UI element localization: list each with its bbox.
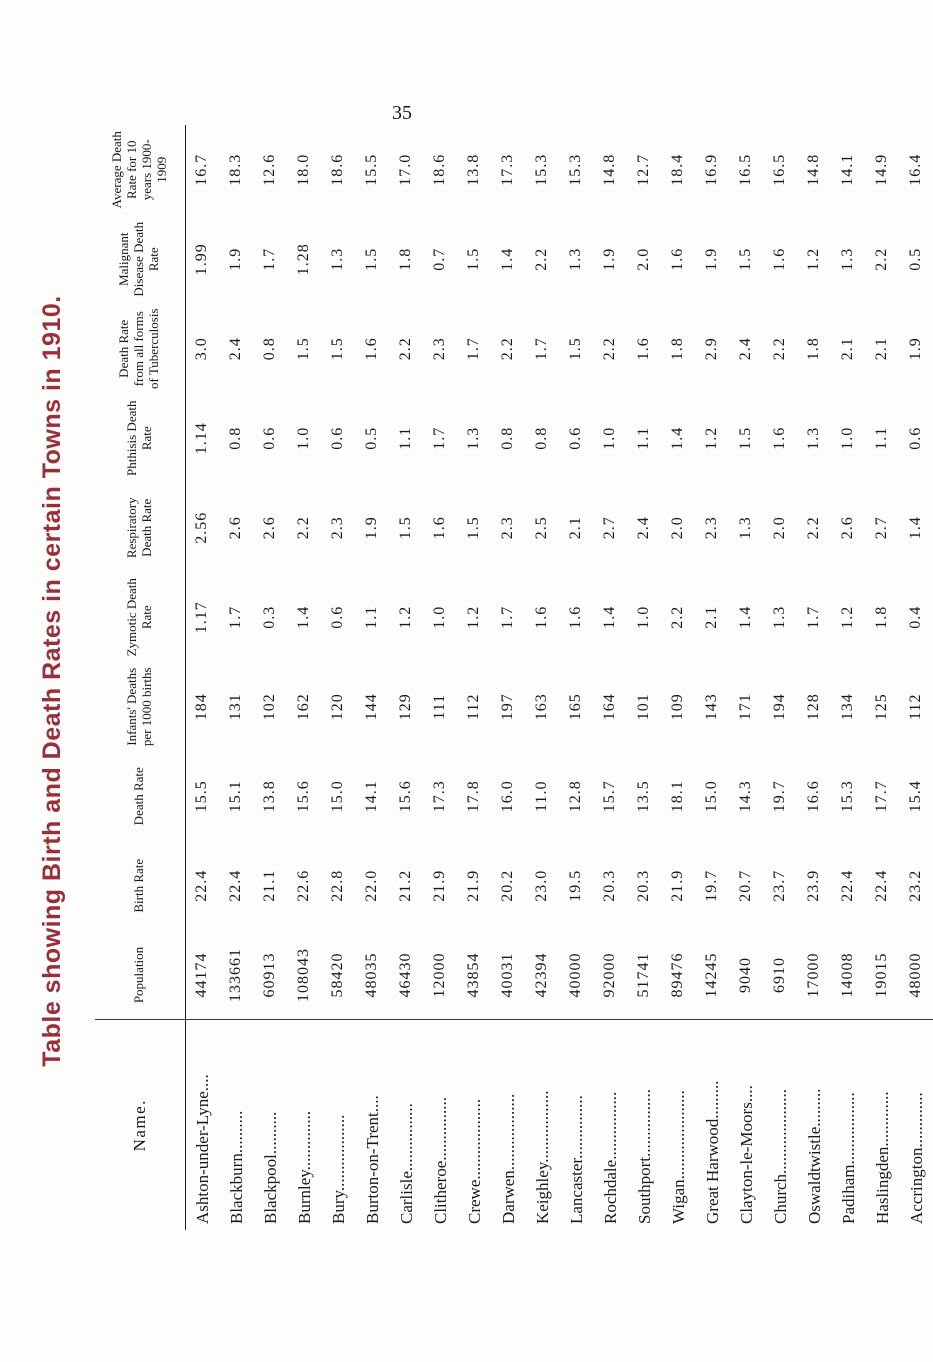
table-row	[763, 125, 797, 1230]
table-row	[355, 125, 389, 1230]
cell-malignant: 2.0	[635, 247, 652, 271]
cell-phthisis: 0.8	[499, 426, 516, 450]
town-name-cell: Accrington.............	[906, 1092, 926, 1224]
cell-tuberculosis: 2.9	[703, 337, 720, 361]
cell-death-rate: 17.7	[873, 780, 890, 813]
cell-respiratory: 2.6	[839, 516, 856, 540]
table-row	[219, 125, 253, 1230]
cell-malignant: 1.5	[737, 247, 754, 271]
town-name-cell: Bury..................	[328, 1114, 348, 1224]
cell-infants: 164	[601, 693, 618, 721]
cell-phthisis: 0.5	[363, 426, 380, 450]
cell-malignant: 1.5	[363, 247, 380, 271]
cell-phthisis: 1.3	[465, 426, 482, 450]
town-name-cell: Great Harwood.........	[702, 1080, 722, 1224]
cell-death-rate: 17.3	[431, 780, 448, 813]
cell-zymotic: 1.0	[431, 605, 448, 629]
cell-tuberculosis: 1.8	[805, 337, 822, 361]
cell-population: 108043	[287, 931, 321, 1021]
cell-avg: 18.3	[227, 153, 244, 186]
cell-phthisis: 1.2	[703, 426, 720, 450]
cell-avg: 14.8	[601, 153, 618, 186]
town-name-cell: Wigan.....................	[668, 1090, 688, 1224]
cell-tuberculosis: 1.6	[635, 337, 652, 361]
cell-zymotic: 1.2	[397, 605, 414, 629]
cell-tuberculosis: 1.6	[363, 337, 380, 361]
cell-death-rate: 15.0	[703, 780, 720, 813]
cell-birth-rate: 21.9	[465, 869, 482, 902]
cell-avg: 18.0	[295, 153, 312, 186]
cell-zymotic: 1.7	[805, 605, 822, 629]
cell-respiratory: 1.6	[431, 516, 448, 540]
cell-tuberculosis: 1.5	[329, 337, 346, 361]
cell-respiratory: 2.2	[805, 516, 822, 540]
cell-avg: 16.5	[771, 153, 788, 186]
cell-zymotic: 1.1	[363, 605, 380, 629]
table-row	[661, 125, 695, 1230]
cell-population: 48035	[355, 931, 389, 1021]
cell-birth-rate: 23.2	[907, 869, 924, 902]
cell-malignant: 0.5	[907, 247, 924, 271]
town-name-cell: Blackburn..........	[226, 1110, 246, 1224]
cell-phthisis: 0.8	[227, 426, 244, 450]
cell-malignant: 2.2	[533, 247, 550, 271]
cell-infants: 184	[193, 693, 211, 721]
cell-death-rate: 14.1	[363, 780, 380, 813]
cell-avg: 13.8	[465, 153, 482, 186]
cell-tuberculosis: 2.1	[873, 337, 890, 361]
cell-population: 51741	[627, 931, 661, 1021]
cell-population: 40031	[491, 931, 525, 1021]
cell-tuberculosis: 2.4	[227, 337, 244, 361]
table-row	[865, 125, 899, 1230]
cell-avg: 18.6	[431, 153, 448, 186]
header-respiratory: Respiratory Death Rate	[95, 483, 185, 573]
cell-population: 44174	[185, 931, 219, 1021]
header-average-10yr: Average Death Rate for 10 years 1900-1909	[95, 125, 185, 215]
cell-death-rate: 16.6	[805, 780, 822, 813]
town-name-cell: Blackpool..........	[260, 1111, 280, 1224]
cell-avg: 12.7	[635, 153, 652, 186]
cell-respiratory: 2.5	[533, 516, 550, 540]
cell-infants: 131	[227, 693, 244, 721]
cell-death-rate: 15.5	[193, 780, 211, 813]
cell-respiratory: 2.6	[227, 516, 244, 540]
cell-avg: 16.7	[193, 153, 211, 186]
cell-respiratory: 2.7	[601, 516, 618, 540]
birth-death-rates-table	[95, 125, 933, 1230]
cell-zymotic: 1.8	[873, 605, 890, 629]
town-name-cell: Southport................	[634, 1088, 654, 1224]
rotated-table-wrapper	[95, 125, 926, 1230]
cell-death-rate: 18.1	[669, 780, 686, 813]
header-name: Name.	[95, 1020, 185, 1230]
cell-infants: 109	[669, 693, 686, 721]
table-body	[185, 125, 933, 1230]
cell-death-rate: 14.3	[737, 780, 754, 813]
cell-infants: 163	[533, 693, 550, 721]
cell-malignant: 0.7	[431, 247, 448, 271]
cell-zymotic: 1.6	[533, 605, 550, 629]
cell-zymotic: 1.7	[499, 605, 516, 629]
cell-phthisis: 1.3	[805, 426, 822, 450]
cell-tuberculosis: 2.2	[499, 337, 516, 361]
cell-infants: 171	[737, 693, 754, 721]
cell-respiratory: 1.3	[737, 516, 754, 540]
cell-phthisis: 0.6	[261, 426, 278, 450]
town-name-cell: Clayton-le-Moors....	[736, 1085, 756, 1224]
cell-respiratory: 2.3	[703, 516, 720, 540]
cell-population: 89476	[661, 931, 695, 1021]
cell-birth-rate: 21.9	[431, 869, 448, 902]
cell-zymotic: 1.4	[737, 605, 754, 629]
cell-phthisis: 0.6	[567, 426, 584, 450]
town-name-cell: Clitheroe...............	[430, 1096, 450, 1224]
cell-infants: 162	[295, 693, 312, 721]
cell-death-rate: 13.8	[261, 780, 278, 813]
cell-birth-rate: 20.3	[635, 869, 652, 902]
cell-zymotic: 1.2	[465, 605, 482, 629]
cell-infants: 128	[805, 693, 822, 721]
cell-avg: 14.9	[873, 153, 890, 186]
cell-malignant: 1.3	[839, 247, 856, 271]
cell-population: 92000	[593, 931, 627, 1021]
cell-zymotic: 0.6	[329, 605, 346, 629]
table-row	[593, 125, 627, 1230]
cell-death-rate: 15.6	[397, 780, 414, 813]
town-name-cell: Darwen..................	[498, 1093, 518, 1224]
cell-avg: 16.5	[737, 153, 754, 186]
cell-malignant: 1.9	[227, 247, 244, 271]
cell-population: 9040	[729, 931, 763, 1021]
cell-infants: 129	[397, 693, 414, 721]
cell-respiratory: 1.5	[397, 516, 414, 540]
town-name-cell: Church....................	[770, 1088, 790, 1224]
cell-malignant: 1.3	[329, 247, 346, 271]
cell-malignant: 1.28	[295, 243, 312, 276]
cell-respiratory: 2.0	[771, 516, 788, 540]
cell-avg: 15.3	[567, 153, 584, 186]
cell-birth-rate: 23.7	[771, 869, 788, 902]
cell-tuberculosis: 1.7	[465, 337, 482, 361]
cell-birth-rate: 22.4	[839, 869, 856, 902]
header-malignant: Malignant Disease Death Rate	[95, 215, 185, 305]
header-tuberculosis: Death Rate from all forms of Tuberculosis	[95, 304, 185, 394]
table-row	[457, 125, 491, 1230]
cell-population: 12000	[423, 931, 457, 1021]
cell-phthisis: 0.6	[329, 426, 346, 450]
cell-infants: 144	[363, 693, 380, 721]
cell-zymotic: 0.3	[261, 605, 278, 629]
cell-zymotic: 0.4	[907, 605, 924, 629]
cell-population: 48000	[899, 931, 933, 1021]
cell-infants: 143	[703, 693, 720, 721]
cell-tuberculosis: 3.0	[193, 337, 211, 361]
cell-birth-rate: 20.3	[601, 869, 618, 902]
town-name-cell: Oswaldtwistle.........	[804, 1088, 824, 1224]
cell-death-rate: 15.3	[839, 780, 856, 813]
cell-respiratory: 1.9	[363, 516, 380, 540]
cell-birth-rate: 22.6	[295, 869, 312, 902]
cell-infants: 112	[907, 693, 924, 720]
town-name-cell: Crewe...................	[464, 1098, 484, 1224]
cell-infants: 165	[567, 693, 584, 721]
cell-tuberculosis: 1.5	[567, 337, 584, 361]
cell-phthisis: 1.6	[771, 426, 788, 450]
cell-avg: 14.1	[839, 153, 856, 186]
cell-respiratory: 2.3	[329, 516, 346, 540]
cell-respiratory: 2.7	[873, 516, 890, 540]
table-row	[729, 125, 763, 1230]
cell-avg: 17.0	[397, 153, 414, 186]
cell-respiratory: 2.4	[635, 516, 652, 540]
cell-infants: 134	[839, 693, 856, 721]
cell-population: 40000	[559, 931, 593, 1021]
cell-phthisis: 1.1	[397, 426, 414, 450]
cell-death-rate: 16.0	[499, 780, 516, 813]
cell-death-rate: 19.7	[771, 780, 788, 813]
cell-phthisis: 1.5	[737, 426, 754, 450]
cell-tuberculosis: 2.2	[601, 337, 618, 361]
cell-death-rate: 15.4	[907, 780, 924, 813]
cell-respiratory: 1.4	[907, 516, 924, 540]
cell-phthisis: 1.1	[873, 426, 890, 450]
cell-avg: 14.8	[805, 153, 822, 186]
cell-malignant: 1.9	[601, 247, 618, 271]
cell-birth-rate: 22.4	[193, 869, 211, 902]
cell-infants: 120	[329, 693, 346, 721]
cell-population: 14245	[695, 931, 729, 1021]
cell-infants: 125	[873, 693, 890, 721]
cell-population: 133661	[219, 931, 253, 1021]
cell-birth-rate: 19.5	[567, 869, 584, 902]
cell-zymotic: 1.17	[193, 601, 211, 634]
cell-respiratory: 1.5	[465, 516, 482, 540]
cell-population: 6910	[763, 931, 797, 1021]
cell-population: 42394	[525, 931, 559, 1021]
cell-birth-rate: 23.9	[805, 869, 822, 902]
cell-avg: 17.3	[499, 153, 516, 186]
cell-zymotic: 1.3	[771, 605, 788, 629]
header-population: Population	[95, 931, 185, 1021]
cell-avg: 18.6	[329, 153, 346, 186]
cell-phthisis: 1.0	[839, 426, 856, 450]
header-zymotic: Zymotic Death Rate	[95, 573, 185, 663]
cell-population: 46430	[389, 931, 423, 1021]
town-name-cell: Rochdale................	[600, 1091, 620, 1224]
table-row	[389, 125, 423, 1230]
cell-population: 17000	[797, 931, 831, 1021]
cell-zymotic: 1.4	[601, 605, 618, 629]
cell-phthisis: 1.14	[193, 422, 211, 455]
cell-population: 43854	[457, 931, 491, 1021]
cell-zymotic: 1.2	[839, 605, 856, 629]
cell-death-rate: 15.0	[329, 780, 346, 813]
cell-respiratory: 2.56	[193, 511, 211, 544]
town-name-cell: Ashton-under-Lyne....	[192, 1074, 212, 1224]
cell-phthisis: 1.7	[431, 426, 448, 450]
cell-zymotic: 1.7	[227, 605, 244, 629]
cell-phthisis: 1.1	[635, 426, 652, 450]
table-row	[253, 125, 287, 1230]
town-name-cell: Carlisle................	[396, 1103, 416, 1224]
cell-infants: 197	[499, 693, 516, 721]
cell-infants: 101	[635, 693, 652, 721]
cell-birth-rate: 23.0	[533, 869, 550, 902]
cell-avg: 18.4	[669, 153, 686, 186]
cell-respiratory: 2.6	[261, 516, 278, 540]
cell-avg: 16.4	[907, 153, 924, 186]
cell-respiratory: 2.3	[499, 516, 516, 540]
cell-birth-rate: 22.4	[227, 869, 244, 902]
cell-respiratory: 2.1	[567, 516, 584, 540]
cell-death-rate: 12.8	[567, 780, 584, 813]
cell-tuberculosis: 2.2	[397, 337, 414, 361]
cell-tuberculosis: 1.5	[295, 337, 312, 361]
header-phthisis: Phthisis Death Rate	[95, 394, 185, 484]
cell-death-rate: 15.1	[227, 780, 244, 813]
page-title	[2, 0, 102, 1362]
table-row	[321, 125, 355, 1230]
cell-tuberculosis: 1.7	[533, 337, 550, 361]
town-name-cell: Lancaster...............	[566, 1095, 586, 1224]
cell-malignant: 1.6	[669, 247, 686, 271]
cell-birth-rate: 20.2	[499, 869, 516, 902]
cell-tuberculosis: 2.3	[431, 337, 448, 361]
cell-birth-rate: 20.7	[737, 869, 754, 902]
cell-birth-rate: 21.2	[397, 869, 414, 902]
header-infant-deaths: Infants' Deaths per 1000 births	[95, 662, 185, 752]
town-name-cell: Padiham.................	[838, 1092, 858, 1224]
table-row	[525, 125, 559, 1230]
cell-population: 60913	[253, 931, 287, 1021]
cell-infants: 102	[261, 693, 278, 721]
cell-death-rate: 11.0	[533, 780, 550, 812]
rates-table-region	[95, 125, 926, 1230]
cell-phthisis: 1.0	[601, 426, 618, 450]
page-number: 35	[392, 102, 412, 124]
table-row	[899, 125, 933, 1230]
cell-respiratory: 2.0	[669, 516, 686, 540]
cell-malignant: 1.99	[193, 243, 211, 276]
header-death-rate: Death Rate	[95, 752, 185, 842]
cell-infants: 112	[465, 693, 482, 720]
page-title-text: Table showing Birth and Death Rates in certain Towns in 1910.	[37, 295, 66, 1067]
cell-tuberculosis: 2.1	[839, 337, 856, 361]
cell-tuberculosis: 1.9	[907, 337, 924, 361]
cell-malignant: 1.9	[703, 247, 720, 271]
cell-zymotic: 2.1	[703, 605, 720, 629]
cell-death-rate: 15.7	[601, 780, 618, 813]
town-name-cell: Haslingden.............	[872, 1091, 892, 1224]
cell-birth-rate: 22.8	[329, 869, 346, 902]
cell-death-rate: 17.8	[465, 780, 482, 813]
cell-birth-rate: 21.9	[669, 869, 686, 902]
table-row	[287, 125, 321, 1230]
cell-malignant: 1.6	[771, 247, 788, 271]
cell-malignant: 1.3	[567, 247, 584, 271]
table-row	[831, 125, 865, 1230]
cell-zymotic: 1.6	[567, 605, 584, 629]
cell-birth-rate: 22.4	[873, 869, 890, 902]
cell-malignant: 1.4	[499, 247, 516, 271]
table-row	[559, 125, 593, 1230]
cell-tuberculosis: 1.8	[669, 337, 686, 361]
table-row	[491, 125, 525, 1230]
cell-birth-rate: 19.7	[703, 869, 720, 902]
cell-population: 14008	[831, 931, 865, 1021]
table-header-row	[95, 125, 185, 1230]
cell-phthisis: 0.8	[533, 426, 550, 450]
cell-avg: 15.3	[533, 153, 550, 186]
table-row	[797, 125, 831, 1230]
cell-malignant: 2.2	[873, 247, 890, 271]
cell-malignant: 1.2	[805, 247, 822, 271]
cell-avg: 16.9	[703, 153, 720, 186]
header-birth-rate: Birth Rate	[95, 841, 185, 931]
table-row	[627, 125, 661, 1230]
town-name-cell: Keighley.................	[532, 1090, 552, 1224]
cell-population: 58420	[321, 931, 355, 1021]
cell-malignant: 1.8	[397, 247, 414, 271]
cell-tuberculosis: 2.4	[737, 337, 754, 361]
cell-malignant: 1.5	[465, 247, 482, 271]
cell-avg: 15.5	[363, 153, 380, 186]
table-row	[185, 125, 219, 1230]
table-row	[423, 125, 457, 1230]
cell-population: 19015	[865, 931, 899, 1021]
cell-zymotic: 2.2	[669, 605, 686, 629]
cell-tuberculosis: 2.2	[771, 337, 788, 361]
cell-zymotic: 1.0	[635, 605, 652, 629]
cell-phthisis: 1.4	[669, 426, 686, 450]
cell-tuberculosis: 0.8	[261, 337, 278, 361]
cell-respiratory: 2.2	[295, 516, 312, 540]
cell-death-rate: 15.6	[295, 780, 312, 813]
town-name-cell: Burnley..............	[294, 1110, 314, 1224]
table-row	[695, 125, 729, 1230]
town-name-cell: Burton-on-Trent....	[362, 1095, 382, 1224]
cell-infants: 111	[431, 693, 448, 720]
cell-infants: 194	[771, 693, 788, 721]
cell-death-rate: 13.5	[635, 780, 652, 813]
cell-birth-rate: 22.0	[363, 869, 380, 902]
cell-malignant: 1.7	[261, 247, 278, 271]
cell-birth-rate: 21.1	[261, 869, 278, 902]
cell-avg: 12.6	[261, 153, 278, 186]
cell-phthisis: 1.0	[295, 426, 312, 450]
cell-zymotic: 1.4	[295, 605, 312, 629]
cell-phthisis: 0.6	[907, 426, 924, 450]
